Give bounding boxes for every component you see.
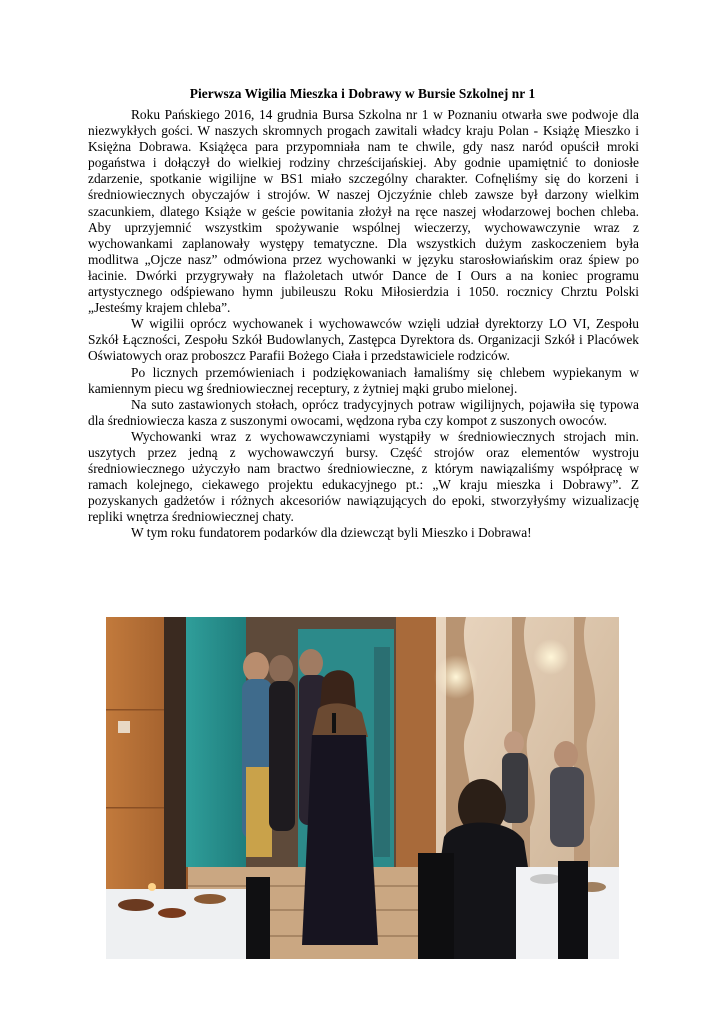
paragraph-1: Roku Pańskiego 2016, 14 grudnia Bursa Szkolna nr 1 w Poznaniu otwarła swe podwoje dla niezwykłych gości. W naszych skromnych progach zawitali władcy kraju Polan - Książę Mieszko i Księżna Dobrawa. Książęca para przypomniała nam te chwile, gdy nasz naród opuścił mroki pogaństwa i dołączył do wielkiej rodziny chrześcijańskiej. Aby godnie upamiętnić to doniosłe zdarzenie, spotkanie wigilijne w BS1 miało szczególny charakter. Cofnęliśmy się do korzeni i średniowiecznych obyczajów i strojów. W naszej Ojczyźnie chleb zawsze był darzony wielkim szacunkiem, dlatego Książe w geście powitania złożył na ręce naszej włodarzowej bochen chleba. Aby uprzyjemnić wszystkim spożywanie wspólnej wieczerzy, wychowawczynie wraz z wychowankami zaplanowały występy tematyczne. Dla wszystkich dużym zaskoczeniem była modlitwa „Ojcze nasz” odmówiona przez wychowanki w języku starosłowiańskim oraz śpiew po łacinie. Dwórki przygrywały na flażoletach utwór Dance de I Ours a na koniec programu artystycznego odśpiewano hymn jubileuszu Roku Miłosierdzia i 1050. rocznicy Chrztu Polski „Jesteśmy krajem chleba”. xyxy=(88,107,639,316)
paragraph-3: Po licznych przemówieniach i podziękowaniach łamaliśmy się chlebem wypiekanym w kamiennym piecu wg średniowiecznej receptury, z żytniej mąki grubo mielonej. xyxy=(88,364,639,396)
event-photo xyxy=(106,617,619,959)
document-title: Pierwsza Wigilia Mieszka i Dobrawy w Bursie Szkolnej nr 1 xyxy=(189,86,536,101)
paragraph-6: W tym roku fundatorem podarków dla dziewcząt byli Mieszko i Dobrawa! xyxy=(131,525,532,541)
paragraph-5: Wychowanki wraz z wychowawczyniami wystąpiły w średniowiecznych strojach min. uszytych przez jedną z wychowawczyń bursy. Część strojów oraz elementów wystroju średniowiecznego użyczyło nam bractwo średniowieczne, z którym nawiązaliśmy współpracę w ramach kolejnego, ciekawego projektu edukacyjnego pt.: „W kraju mieszka i Dobrawy”. Z pozyskanych gadżetów i różnych akcesoriów nawiązujących do epoki, stworzyłyśmy wizualizację repliki wnętrza średniowiecznej chaty. xyxy=(88,428,639,525)
document-body xyxy=(88,107,639,542)
paragraph-2: W wigilii oprócz wychowanek i wychowawców wzięli udział dyrektorzy LO VI, Zespołu Szkół Łączności, Zespołu Szkół Budowlanych, Zastępca Dyrektora ds. Organizacji Szkół i Placówek Oświatowych oraz proboszcz Parafii Bożego Ciała i przedstawiciele rodziców. xyxy=(88,316,639,364)
paragraph-4: Na suto zastawionych stołach, oprócz tradycyjnych potraw wigilijnych, pojawiła się typowa dla średniowiecza kasza z suszonymi owocami, wędzona ryba czy kompot z suszonych owoców. xyxy=(88,396,639,428)
